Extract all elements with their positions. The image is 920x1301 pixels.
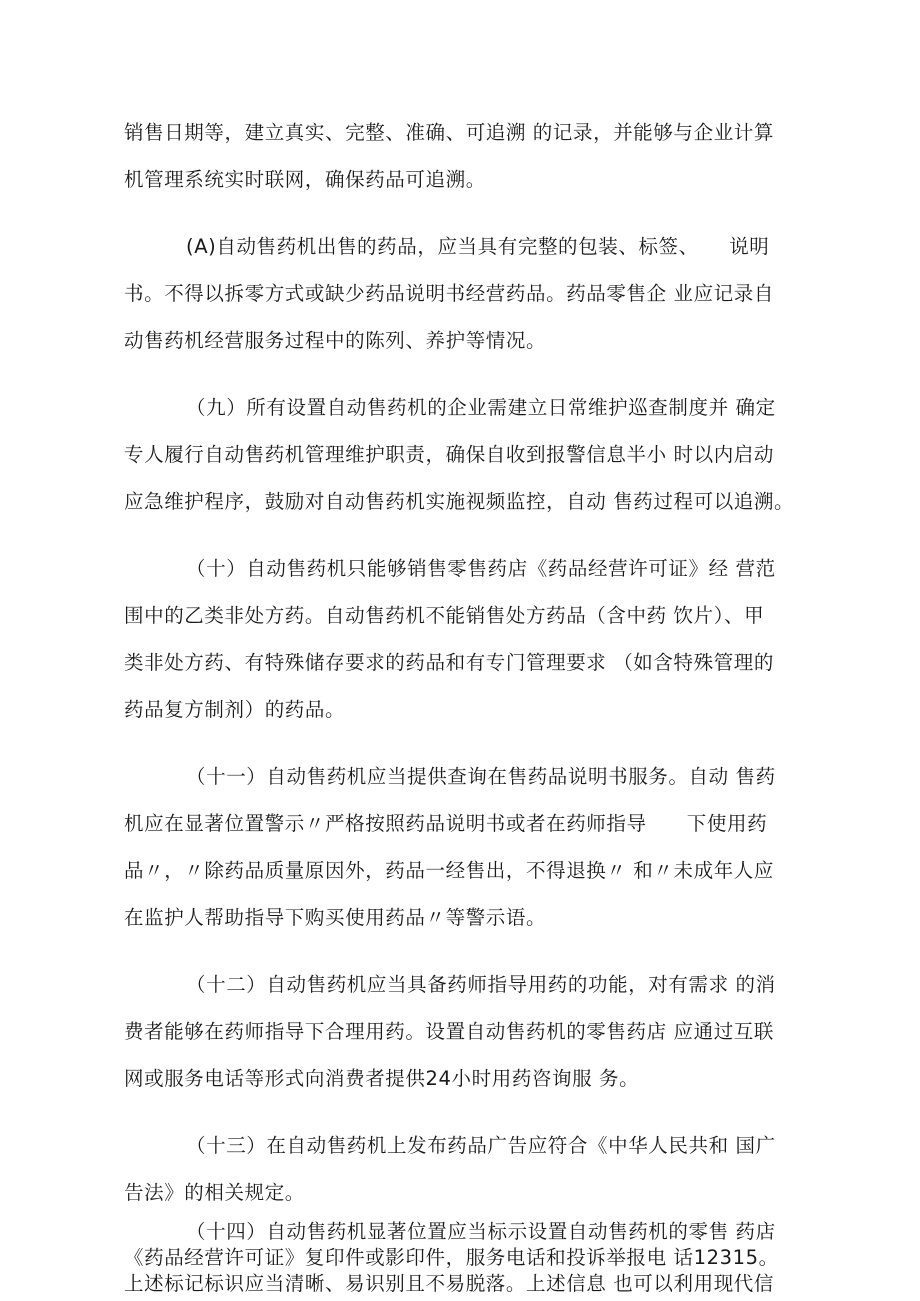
text-line: 动售药机经营服务过程中的陈列、养护等情况。 <box>124 329 547 352</box>
paragraph-start-line: (A)自动售药机出售的药品，应当具有完整的包装、标签、 说明 <box>186 235 770 258</box>
text-line: 书。不得以拆零方式或缺少药品说明书经营药品。药品零售企 业应记录自 <box>124 282 774 305</box>
paragraph-start-line: （十三）在自动售药机上发布药品广告应符合《中华人民共和 国广 <box>186 1134 776 1157</box>
text-line: 专人履行自动售药机管理维护职责，确保自收到报警信息半小 时以内启动 <box>124 443 774 466</box>
text-line: 销售日期等，建立真实、完整、准确、可追溯 的记录，并能够与企业计算 <box>124 121 774 144</box>
paragraph-start-line: （十二）自动售药机应当具备药师指导用药的功能，对有需求 的消 <box>186 973 776 996</box>
text-line: 费者能够在药师指导下合理用药。设置自动售药机的零售药店 应通过互联 <box>124 1020 774 1043</box>
text-line: 应急维护程序，鼓励对自动售药机实施视频监控，自动 售药过程可以追溯。 <box>124 490 795 513</box>
text-line: 告法》的相关规定。 <box>124 1181 305 1204</box>
paragraph-start-line: （九）所有设置自动售药机的企业需建立日常维护巡查制度并 确定 <box>186 396 776 419</box>
paragraph-start-line: （十一）自动售药机应当提供查询在售药品说明书服务。自动 售药 <box>186 765 776 788</box>
text-line: 在监护人帮助指导下购买使用药品〃等警示语。 <box>124 906 547 929</box>
paragraph-start-line: （十）自动售药机只能够销售零售药店《药品经营许可证》经 营范 <box>186 557 776 580</box>
text-line: 《药品经营许可证》复印件或影印件，服务电话和投诉举报电 话12315。 <box>124 1246 779 1269</box>
text-line: 围中的乙类非处方药。自动售药机不能销售处方药品（含中药 饮片）、甲 <box>124 604 765 627</box>
text-line: 上述标记标识应当清晰、易识别且不易脱落。上述信息 也可以利用现代信 <box>124 1272 774 1295</box>
text-line: 机应在显著位置警示〃严格按照药品说明书或者在药师指导 下使用药 <box>124 812 768 835</box>
text-line: 类非处方药、有特殊储存要求的药品和有专门管理要求 （如含特殊管理的 <box>124 651 774 674</box>
text-line: 机管理系统实时联网，确保药品可追溯。 <box>124 168 486 191</box>
text-line: 网或服务电话等形式向消费者提供24小时用药咨询服 务。 <box>124 1067 640 1090</box>
text-line: 药品复方制剂）的药品。 <box>124 698 346 721</box>
paragraph-start-line: （十四）自动售药机显著位置应当标示设置自动售药机的零售 药店 <box>186 1220 776 1243</box>
text-line: 品〃，〃除药品质量原因外，药品一经售出，不得退换〃 和〃未成年人应 <box>124 859 774 882</box>
